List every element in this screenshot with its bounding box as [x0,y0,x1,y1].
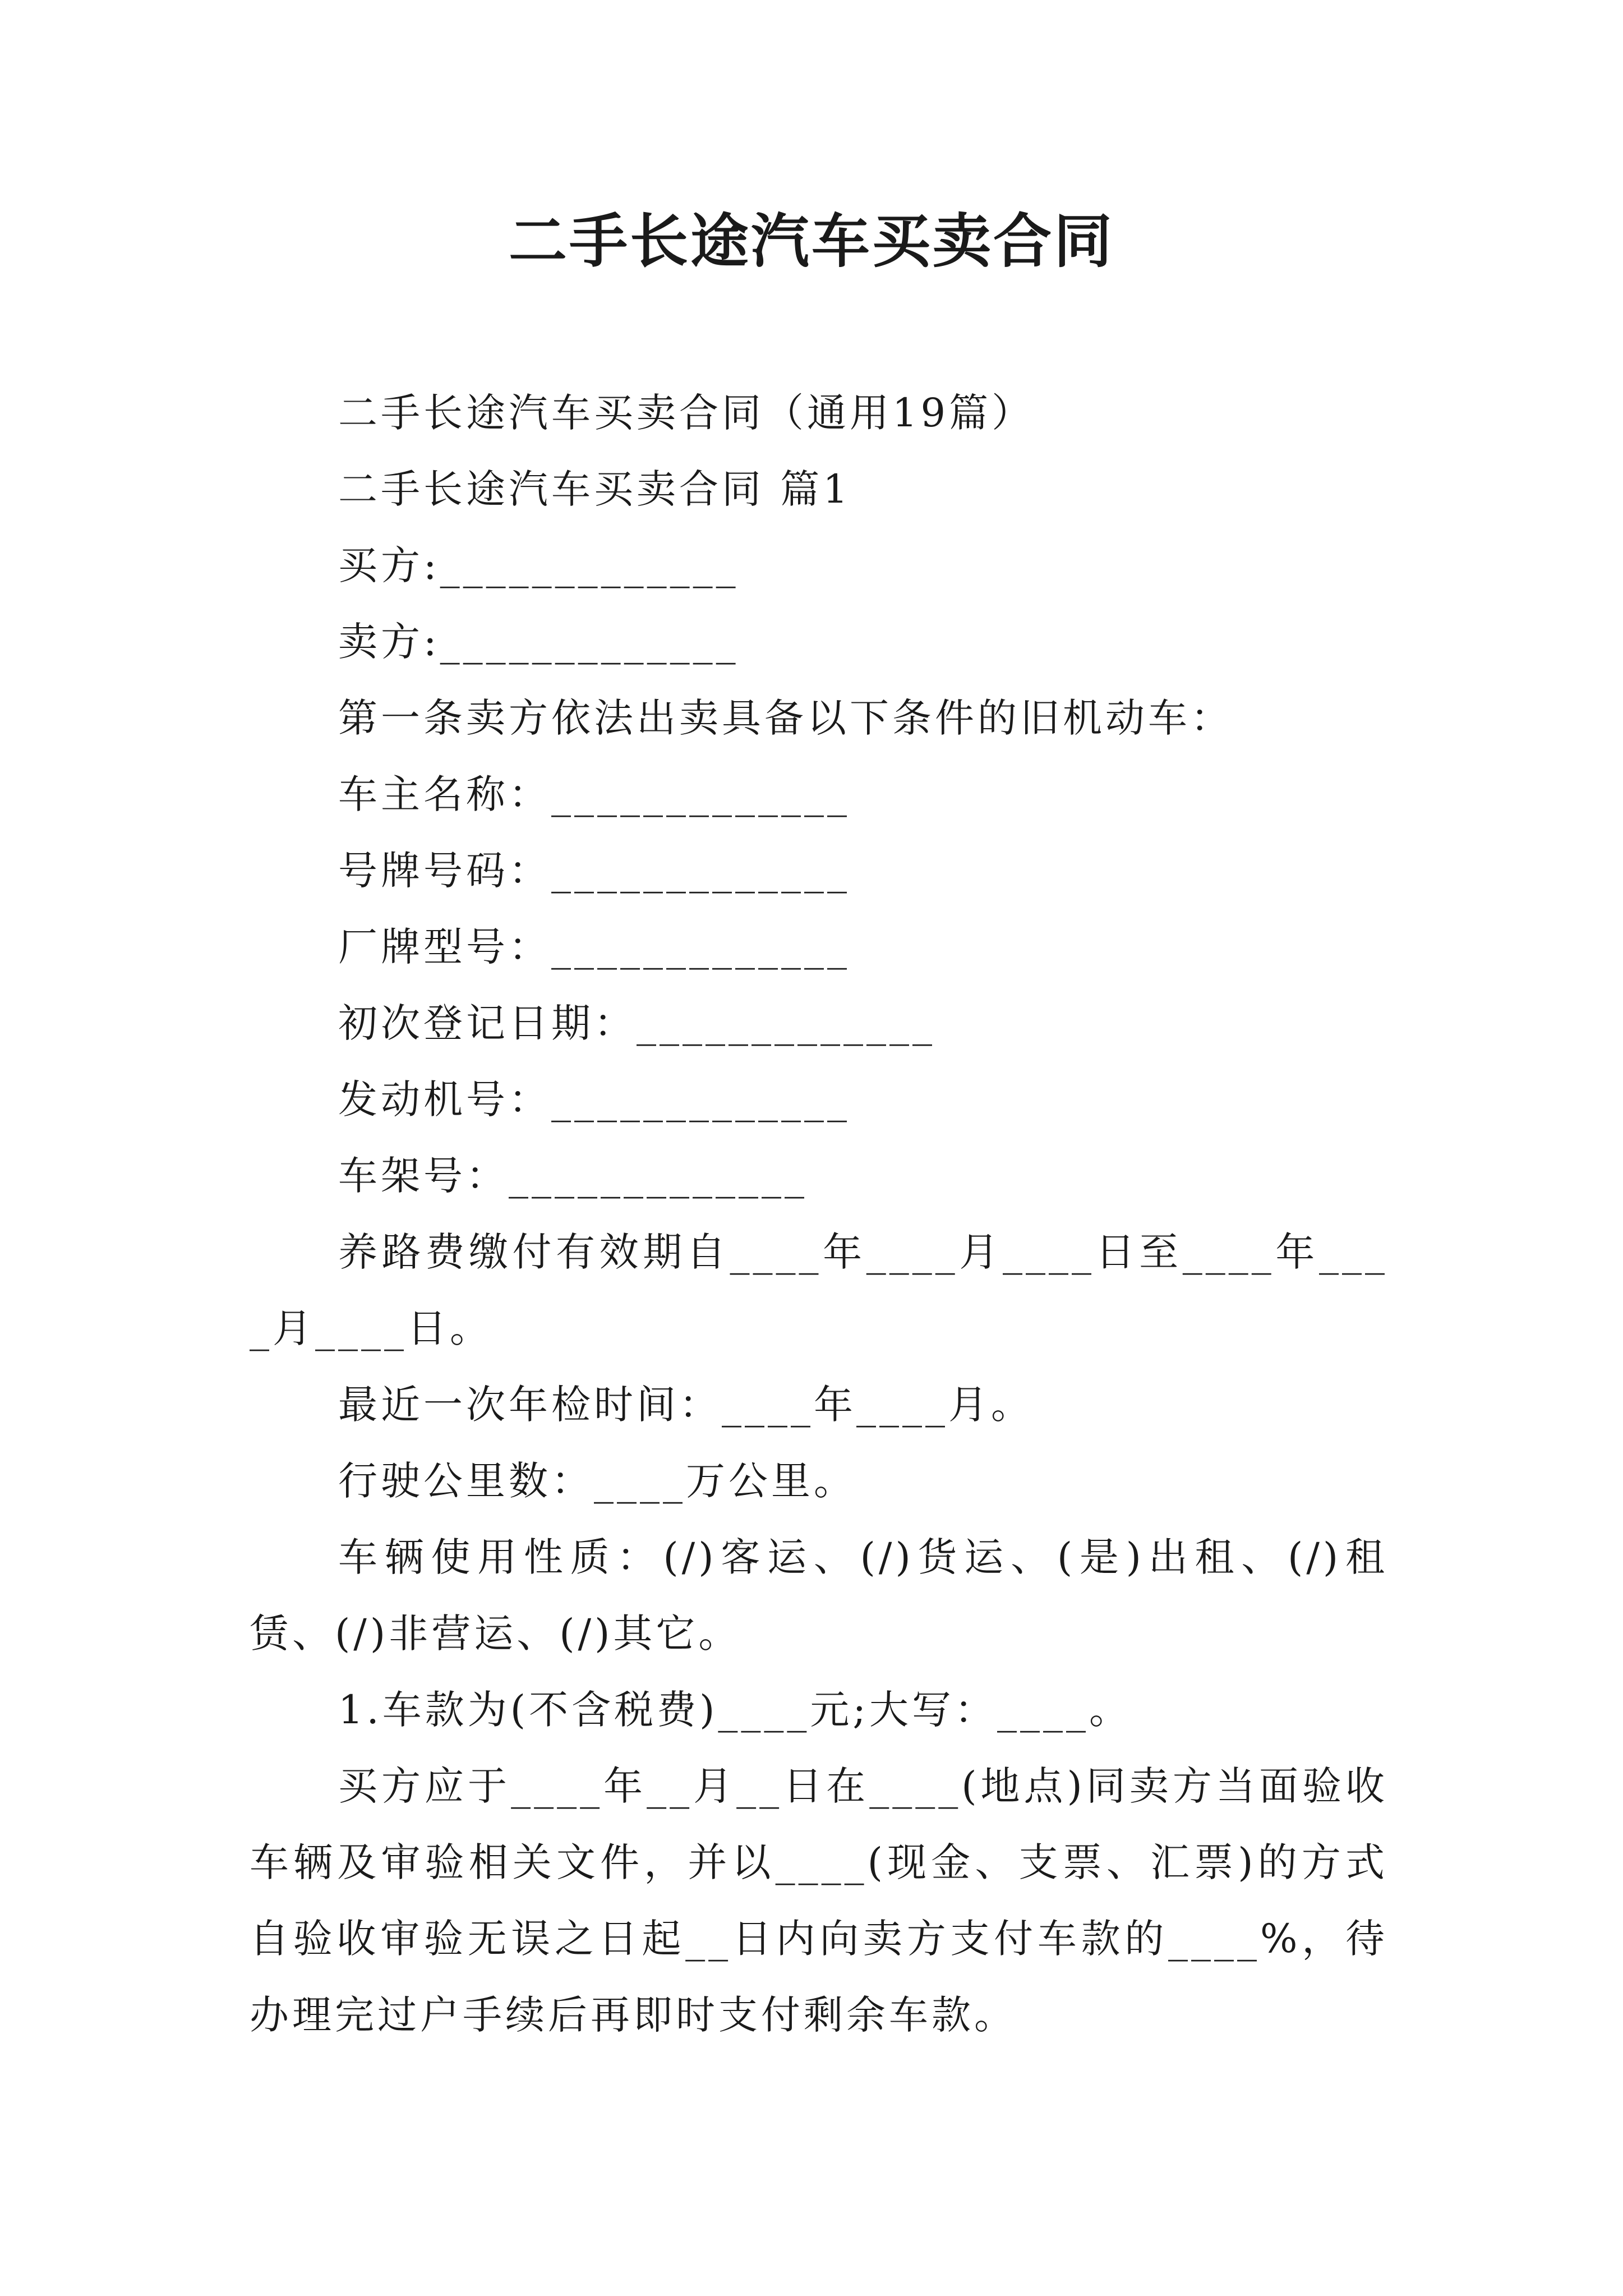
document-title: 二手长途汽车买卖合同 [508,206,1114,275]
engine-number-field: 发动机号：_____________ [338,1076,850,1122]
buyer-field: 买方:_____________ [338,542,739,588]
model-field: 厂牌型号：_____________ [338,924,850,970]
owner-name-field: 车主名称：_____________ [338,771,850,817]
registration-date-field: 初次登记日期：_____________ [338,1000,935,1046]
inspection-time: 最近一次年检时间：____年____月。 [338,1382,1034,1428]
subtitle-line: 二手长途汽车买卖合同（通用19篇） [338,390,1035,436]
seller-field: 卖方:_____________ [338,619,739,665]
road-fee-period: 养路费缴付有效期自____年____月____日至____年____月____日。 [250,1229,1388,1351]
price-clause: 1.车款为(不含税费)____元;大写：____。 [338,1687,1132,1733]
section-heading: 二手长途汽车买卖合同 篇1 [338,466,851,512]
payment-clause: 买方应于____年__月__日在____(地点)同卖方当面验收车辆及审验相关文件，并以____(现金、支票、汇票)的方式自验收审验无误之日起__日内向卖方支付车款的____%，待办理完过户手续后再即时支付剩余车款。 [250,1763,1388,2038]
mileage-field: 行驶公里数：____万公里。 [338,1458,856,1504]
frame-number-field: 车架号：_____________ [338,1153,808,1199]
document-body [250,375,1388,2053]
article-one: 第一条卖方依法出卖具备以下条件的旧机动车： [338,695,1233,741]
plate-number-field: 号牌号码：_____________ [338,848,850,894]
usage-nature: 车辆使用性质：(/)客运、(/)货运、(是)出租、(/)租赁、(/)非营运、(/)其它。 [250,1534,1388,1657]
